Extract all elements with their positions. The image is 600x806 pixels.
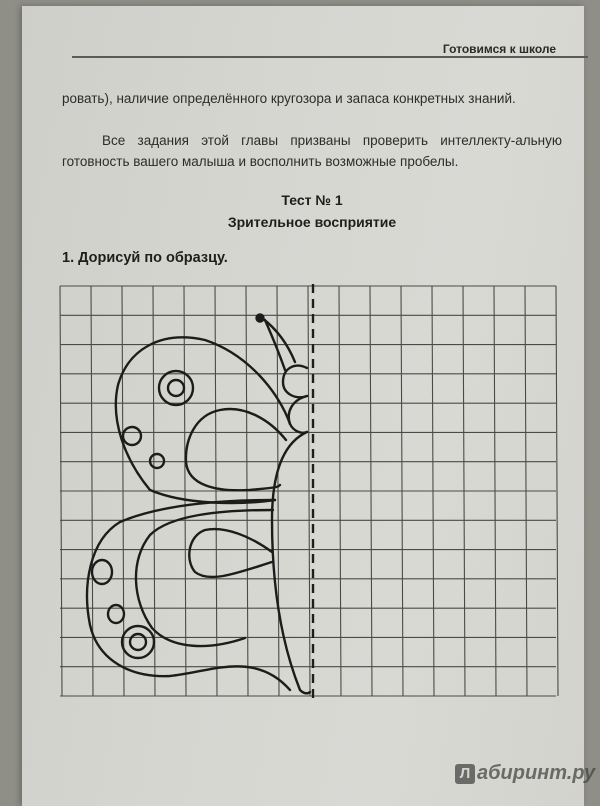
test-title: Тест № 1 <box>281 192 343 208</box>
paragraph-2: Все задания этой главы призваны проверить интеллекту-альную готовность вашего малыша и восполнить возможные пробелы. <box>62 133 562 169</box>
watermark-text: абиринт.ру <box>477 762 596 784</box>
task-instruction: 1. Дорисуй по образцу. <box>62 250 228 266</box>
paragraph-1: ровать), наличие определённого кругозора и запаса конкретных знаний. <box>62 91 516 106</box>
grid-vline <box>556 286 558 696</box>
running-header: Готовимся к школе <box>442 42 556 56</box>
labirint-logo-icon: Л <box>455 764 475 784</box>
butterfly-outline <box>87 315 310 694</box>
labirint-watermark <box>455 762 595 785</box>
test-subtitle: Зрительное восприятие <box>227 214 397 230</box>
